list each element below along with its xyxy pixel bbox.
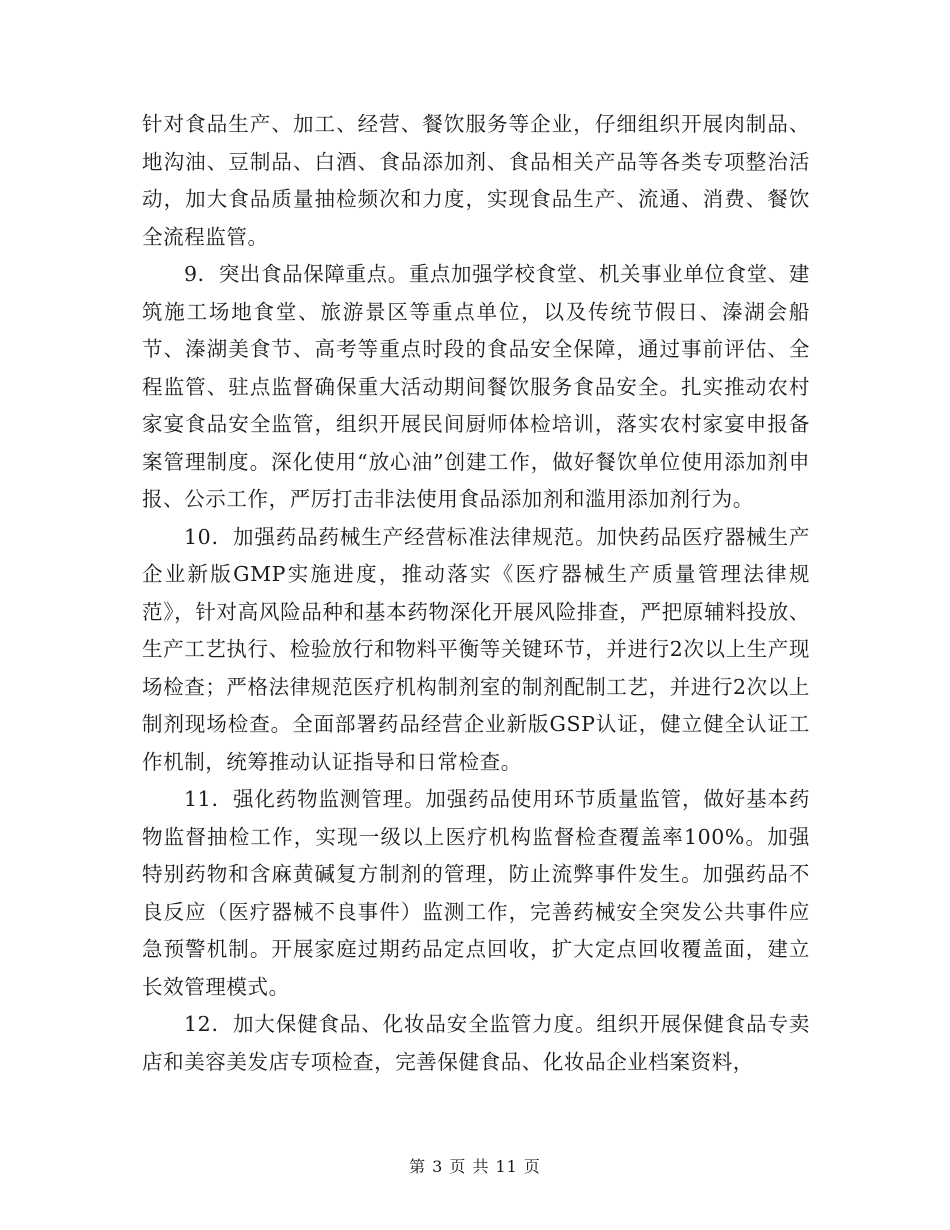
footer-total-pages: 11 xyxy=(495,1157,518,1176)
document-body xyxy=(142,106,810,1081)
paragraph-item-11: 11．强化药物监测管理。加强药品使用环节质量监管，做好基本药物监督抽检工作，实现一级以上医疗机构监督检查覆盖率100%。加强特别药物和含麻黄碱复方制剂的管理，防止流弊事件发生。加强药品不良反应（医疗器械不良事件）监测工作，完善药械安全突发公共事件应急预警机制。开展家庭过期药品定点回收，扩大定点回收覆盖面，建立长效管理模式。 xyxy=(142,787,810,999)
paragraph-item-10: 10．加强药品药械生产经营标准法律规范。加快药品医疗器械生产企业新版GMP实施进度，推动落实《医疗器械生产质量管理法律规范》，针对高风险品种和基本药物深化开展风险排查，严把原辅料投放、生产工艺执行、检验放行和物料平衡等关键环节，并进行2次以上生产现场检查；严格法律规范医疗机构制剂室的制剂配制工艺，并进行2次以上制剂现场检查。全面部署药品经营企业新版GSP认证，健立健全认证工作机制，统筹推动认证指导和日常检查。 xyxy=(142,524,810,774)
footer-suffix: 页 xyxy=(523,1157,541,1176)
paragraph-continuation: 针对食品生产、加工、经营、餐饮服务等企业，仔细组织开展肉制品、地沟油、豆制品、白酒、食品添加剂、食品相关产品等各类专项整治活动，加大食品质量抽检频次和力度，实现食品生产、流通、消费、餐饮全流程监管。 xyxy=(142,112,810,249)
paragraph-item-12: 12．加大保健食品、化妆品安全监管力度。组织开展保健食品专卖店和美容美发店专项检查，完善保健食品、化妆品企业档案资料， xyxy=(142,1012,810,1074)
footer-current-page: 3 xyxy=(432,1157,444,1176)
footer-prefix: 第 xyxy=(409,1157,427,1176)
paragraph-item-9: 9．突出食品保障重点。重点加强学校食堂、机关事业单位食堂、建筑施工场地食堂、旅游景区等重点单位，以及传统节假日、溱湖会船节、溱湖美食节、高考等重点时段的食品安全保障，通过事前评估、全程监管、驻点监督确保重大活动期间餐饮服务食品安全。扎实推动农村家宴食品安全监管，组织开展民间厨师体检培训，落实农村家宴申报备案管理制度。深化使用“放心油”创建工作，做好餐饮单位使用添加剂申报、公示工作，严厉打击非法使用食品添加剂和滥用添加剂行为。 xyxy=(142,262,810,511)
page-footer xyxy=(0,1154,950,1177)
footer-middle: 页 共 xyxy=(449,1157,490,1176)
